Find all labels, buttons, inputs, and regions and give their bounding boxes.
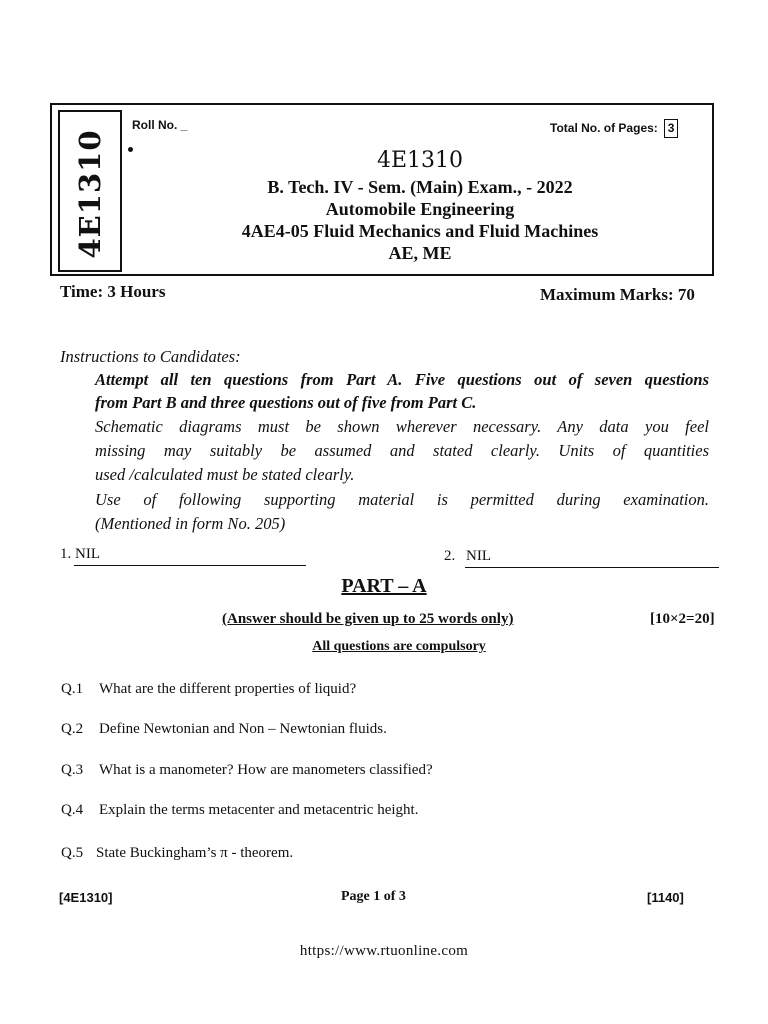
question-text: What is a manometer? How are manometers classified? xyxy=(99,762,433,778)
instruction-line-3: Schematic diagrams must be shown wherever necessary. Any data you feel xyxy=(95,417,709,436)
part-a-compulsory: All questions are compulsory xyxy=(312,639,486,654)
part-a-marks: [10×2=20] xyxy=(650,611,715,627)
footer-paper-code: [4E1310] xyxy=(59,890,113,905)
question-number: Q.5 xyxy=(61,845,84,861)
question-item xyxy=(61,845,293,862)
question-text: What are the different properties of liquid? xyxy=(99,681,357,697)
material-1-value: NIL xyxy=(75,546,100,562)
instructions-heading: Instructions to Candidates: xyxy=(60,347,241,366)
exam-time: Time: 3 Hours xyxy=(60,282,166,301)
question-number: Q.2 xyxy=(61,721,84,737)
footer-count: [1140] xyxy=(647,890,684,905)
instruction-line-7: (Mentioned in form No. 205) xyxy=(95,514,286,533)
material-2-value: NIL xyxy=(466,548,491,564)
maximum-marks: Maximum Marks: 70 xyxy=(540,285,695,304)
instruction-line-6: Use of following supporting material is permitted during examination. xyxy=(95,490,709,509)
streams: AE, ME xyxy=(388,243,452,263)
part-a-title: PART – A xyxy=(341,575,427,597)
side-paper-code: 4E1310 xyxy=(73,129,107,259)
total-pages-label: Total No. of Pages: xyxy=(550,121,658,135)
paper-code: 4E1310 xyxy=(376,148,464,173)
question-item xyxy=(61,681,356,698)
branch-title: Automobile Engineering xyxy=(325,199,515,219)
subject-title: 4AE4-05 Fluid Mechanics and Fluid Machines xyxy=(241,221,599,241)
website-url: https://www.rtuonline.com xyxy=(299,943,469,959)
question-item xyxy=(61,762,433,779)
total-pages-value: 3 xyxy=(664,119,679,138)
material-2-line xyxy=(465,567,719,568)
instruction-line-5: used /calculated must be stated clearly. xyxy=(95,465,355,484)
part-a-word-limit: (Answer should be given up to 25 words only) xyxy=(222,611,514,627)
question-number: Q.1 xyxy=(61,681,84,697)
exam-title: B. Tech. IV - Sem. (Main) Exam., - 2022 xyxy=(267,177,573,197)
question-text: State Buckingham’s π - theorem. xyxy=(96,845,294,861)
question-item xyxy=(61,802,418,819)
question-text: Define Newtonian and Non – Newtonian fluids. xyxy=(99,721,387,737)
question-item xyxy=(61,721,387,738)
material-1-line xyxy=(74,565,306,566)
material-2-number: 2. xyxy=(444,548,456,564)
question-text: Explain the terms metacenter and metacentric height. xyxy=(99,802,419,818)
instruction-line-4: missing may suitably be assumed and stated clearly. Units of quantities xyxy=(95,441,709,460)
roll-number-label: Roll No. _ xyxy=(132,118,188,132)
question-number: Q.4 xyxy=(61,802,84,818)
question-number: Q.3 xyxy=(61,762,84,778)
instruction-line-2: from Part B and three questions out of five from Part C. xyxy=(95,393,477,412)
material-1-number: 1. xyxy=(60,546,72,562)
page-number: Page 1 of 3 xyxy=(341,889,406,904)
total-pages xyxy=(550,119,678,138)
instruction-line-1: Attempt all ten questions from Part A. Five questions out of seven questions xyxy=(95,370,709,389)
dot-mark xyxy=(128,147,133,152)
